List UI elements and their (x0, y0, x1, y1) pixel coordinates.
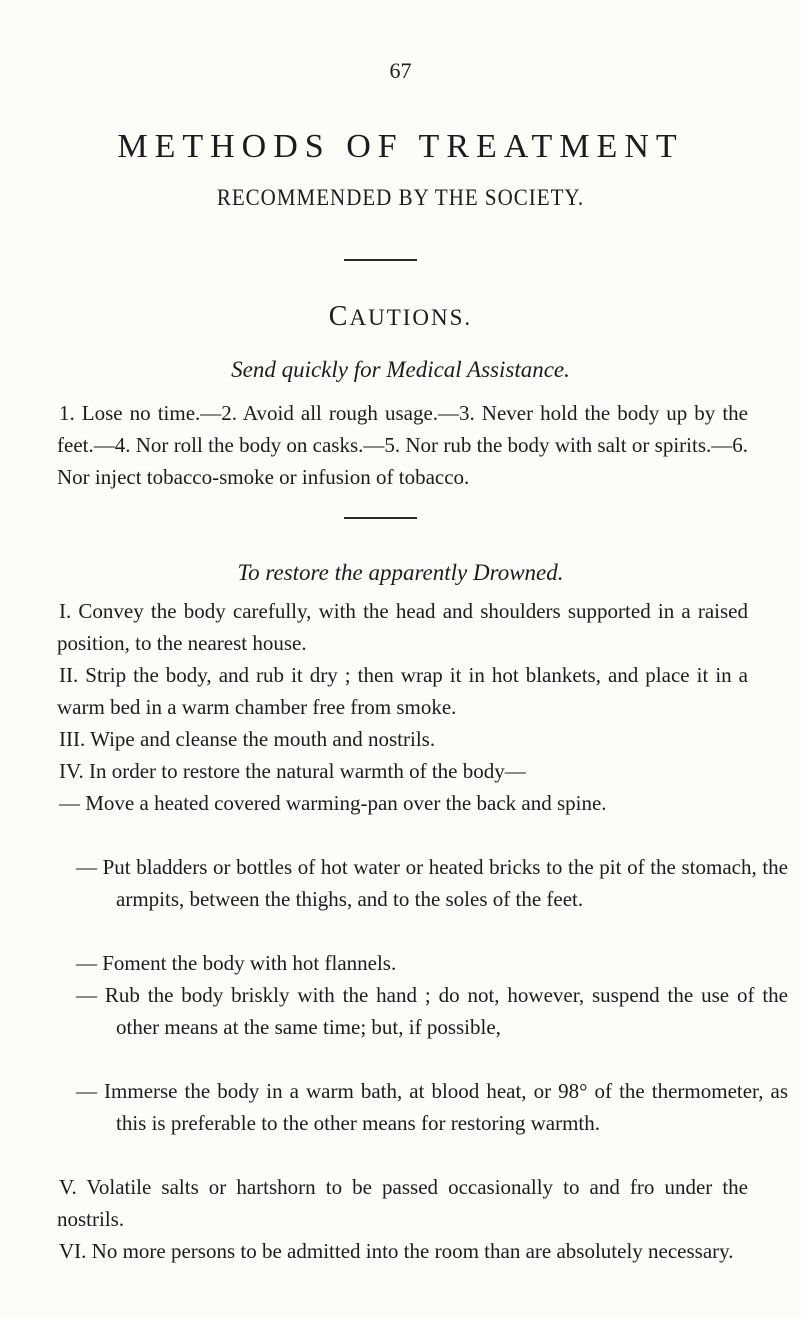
step-iv-immerse: — Immerse the body in a warm bath, at blood heat, or 98° of the thermometer, as this is preferable to the other means for restoring warmth. (76, 1079, 788, 1135)
section-divider (344, 517, 417, 519)
cautions-heading-initial: C (328, 301, 350, 332)
page-title: METHODS OF TREATMENT (117, 128, 684, 165)
step-iv: IV. In order to restore the natural warmth of the body— (59, 759, 526, 783)
restore-heading: To restore the apparently Drowned. (237, 560, 564, 585)
step-iv-rub: — Rub the body briskly with the hand ; do not, however, suspend the use of the other means at the same time; but, if possible, (76, 983, 788, 1039)
step-iii: III. Wipe and cleanse the mouth and nostrils. (59, 727, 436, 751)
cautions-paragraph: 1. Lose no time.—2. Avoid all rough usage.—3. Never hold the body up by the feet.—4. Nor roll the body on casks.—5. Nor rub the body with salt or spirits.—6. Nor inject tobacco-smoke or infusion of tobacco. (57, 401, 748, 489)
step-iv-warming-pan: — Move a heated covered warming-pan over the back and spine. (59, 791, 607, 815)
step-vi: VI. No more persons to be admitted into the room than are absolutely necessary. (59, 1239, 734, 1263)
step-iv-foment: — Foment the body with hot flannels. (76, 951, 397, 975)
cautions-heading-rest: AUTIONS. (349, 305, 473, 330)
cautions-subheading: Send quickly for Medical Assistance. (231, 357, 570, 382)
step-iv-bladders: — Put bladders or bottles of hot water or heated bricks to the pit of the stomach, the armpits, between the thighs, and to the soles of the feet. (76, 855, 788, 911)
page-number: 67 (389, 58, 412, 83)
step-v: V. Volatile salts or hartshorn to be passed occasionally to and fro under the nostrils. (57, 1175, 748, 1231)
step-ii: II. Strip the body, and rub it dry ; then wrap it in hot blankets, and place it in a warm bed in a warm chamber free from smoke. (57, 663, 748, 719)
step-i: I. Convey the body carefully, with the head and shoulders supported in a raised position, to the nearest house. (57, 599, 748, 655)
section-divider (344, 259, 417, 261)
cautions-heading (0, 301, 801, 333)
page-subtitle: RECOMMENDED BY THE SOCIETY. (216, 183, 585, 211)
